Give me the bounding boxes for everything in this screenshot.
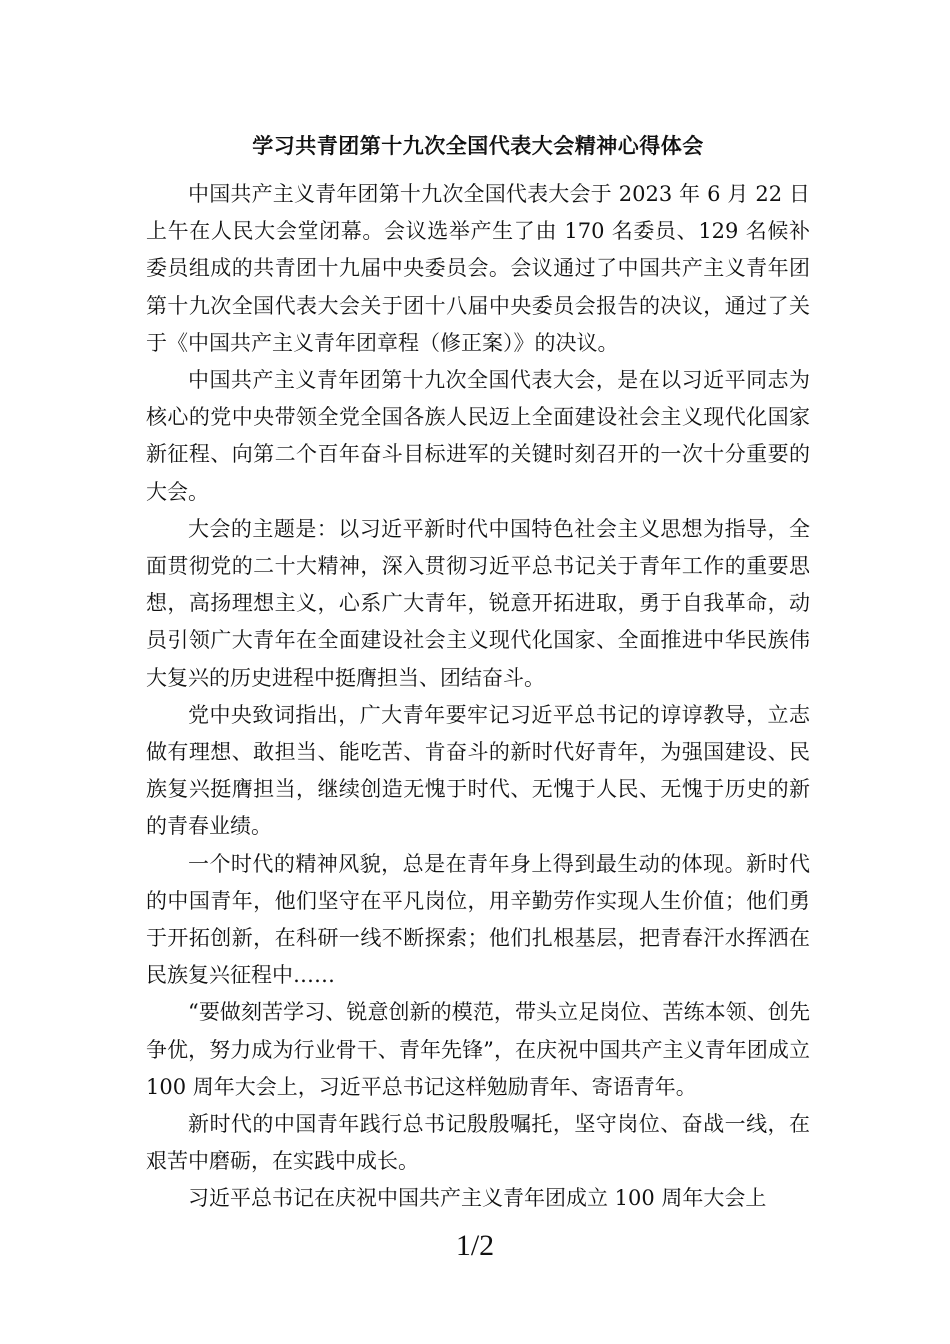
- document-title: 学习共青团第十九次全国代表大会精神心得体会: [252, 133, 704, 158]
- document-page: [146, 130, 810, 1218]
- paragraph-4: 党中央致词指出，广大青年要牢记习近平总书记的谆谆教导，立志做有理想、敢担当、能吃苦、肯奋斗的新时代好青年，为强国建设、民族复兴挺膺担当，继续创造无愧于时代、无愧于人民、无愧于历史的新的青春业绩。: [146, 702, 810, 839]
- paragraph-1: 中国共产主义青年团第十九次全国代表大会于 2023 年 6 月 22 日上午在人民大会堂闭幕。会议选举产生了由 170 名委员、129 名候补委员组成的共青团十九届中央委员会。会议通过了中国共产主义青年团第十九次全国代表大会关于团十八届中央委员会报告的决议，通过了关于《中国共产主义青年团章程（修正案）》的决议。: [146, 182, 810, 355]
- paragraph-7: 新时代的中国青年践行总书记殷殷嘱托，坚守岗位、奋战一线，在艰苦中磨砺，在实践中成长。: [146, 1112, 810, 1174]
- paragraph-5: 一个时代的精神风貌，总是在青年身上得到最生动的体现。新时代的中国青年，他们坚守在平凡岗位，用辛勤劳作实现人生价值；他们勇于开拓创新，在科研一线不断探索；他们扎根基层，把青春汗水挥洒在民族复兴征程中……: [146, 851, 810, 988]
- paragraph-2: 中国共产主义青年团第十九次全国代表大会，是在以习近平同志为核心的党中央带领全党全国各族人民迈上全面建设社会主义现代化国家新征程、向第二个百年奋斗目标进军的关键时刻召开的一次十分重要的大会。: [146, 368, 810, 504]
- paragraph-3: 大会的主题是：以习近平新时代中国特色社会主义思想为指导，全面贯彻党的二十大精神，深入贯彻习近平总书记关于青年工作的重要思想，高扬理想主义，心系广大青年，锐意开拓进取，勇于自我革命，动员引领广大青年在全面建设社会主义现代化国家、全面推进中华民族伟大复兴的历史进程中挺膺担当、团结奋斗。: [146, 516, 810, 690]
- paragraph-8: 习近平总书记在庆祝中国共产主义青年团成立 100 周年大会上: [188, 1186, 767, 1211]
- paragraph-6: “要做刻苦学习、锐意创新的模范，带头立足岗位、苦练本领、创先争优，努力成为行业骨干、青年先锋”，在庆祝中国共产主义青年团成立 100 周年大会上，习近平总书记这样勉励青年、寄语青年。: [146, 1000, 810, 1099]
- page-number: 1/2: [455, 1229, 495, 1262]
